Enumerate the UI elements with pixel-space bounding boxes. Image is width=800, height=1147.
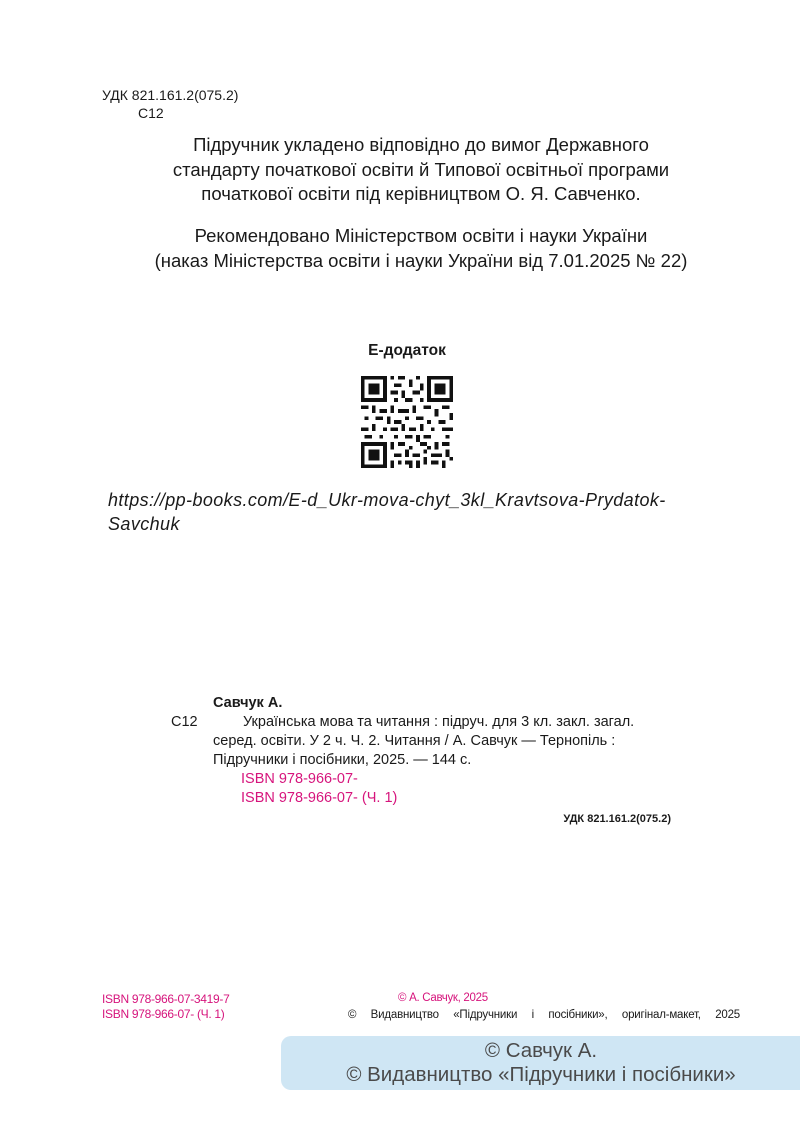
recommendation-statement [0,224,800,273]
footer-isbn-part: ISBN 978-966-07- (Ч. 1) [102,1007,225,1021]
card-isbn-part: ISBN 978-966-07- (Ч. 1) [241,790,398,806]
e-addon-label: Е-додаток [368,342,446,359]
qr-code-icon[interactable] [361,376,453,468]
card-description-line: Підручники і посібники, 2025. — 144 с. [213,752,472,768]
recommendation-line: (наказ Міністерства освіти і науки України від 7.01.2025 № 22) [154,249,688,271]
card-description-line: Українська мова та читання : підруч. для 3 кл. закл. загал. [243,714,635,730]
recommendation-line: Рекомендовано Міністерством освіти і науки України [194,225,648,246]
udk-header [102,86,238,122]
copyright-publisher: © Видавництво «Підручники і посібники», оригінал-макет, 2025 [348,1009,740,1021]
approval-statement [0,133,800,207]
card-mark: С12 [171,714,198,730]
catalog-card [171,694,671,829]
footer-isbn: ISBN 978-966-07-3419-7 [102,992,230,1006]
footer-isbn-block [102,992,230,1022]
copyright-banner [281,1036,800,1090]
author-mark: С12 [138,105,164,121]
banner-line: © Видавництво «Підручники і посібники» [346,1063,736,1086]
e-addon-link[interactable] [108,488,788,536]
e-addon-url-line: Savchuk [108,514,180,534]
banner-line: © Савчук А. [484,1039,598,1062]
card-description-line: серед. освіти. У 2 ч. Ч. 2. Читання / А. Савчук — Тернопіль : [213,733,616,749]
approval-line: стандарту початкової освіти й Типової освітньої програми [172,158,670,180]
e-addon-url-line: https://pp-books.com/E-d_Ukr-mova-chyt_3kl_Kravtsova-Prydatok- [108,490,666,510]
copyright-author: © А. Савчук, 2025 [398,992,488,1004]
udk-code: УДК 821.161.2(075.2) [102,87,239,103]
card-author: Савчук А. [213,695,283,711]
card-udk: УДК 821.161.2(075.2) [563,813,671,825]
card-isbn: ISBN 978-966-07- [241,771,358,787]
approval-line: Підручник укладено відповідно до вимог Державного [193,134,649,155]
approval-line: початкової освіти під керівництвом О. Я. Савченко. [201,183,641,204]
